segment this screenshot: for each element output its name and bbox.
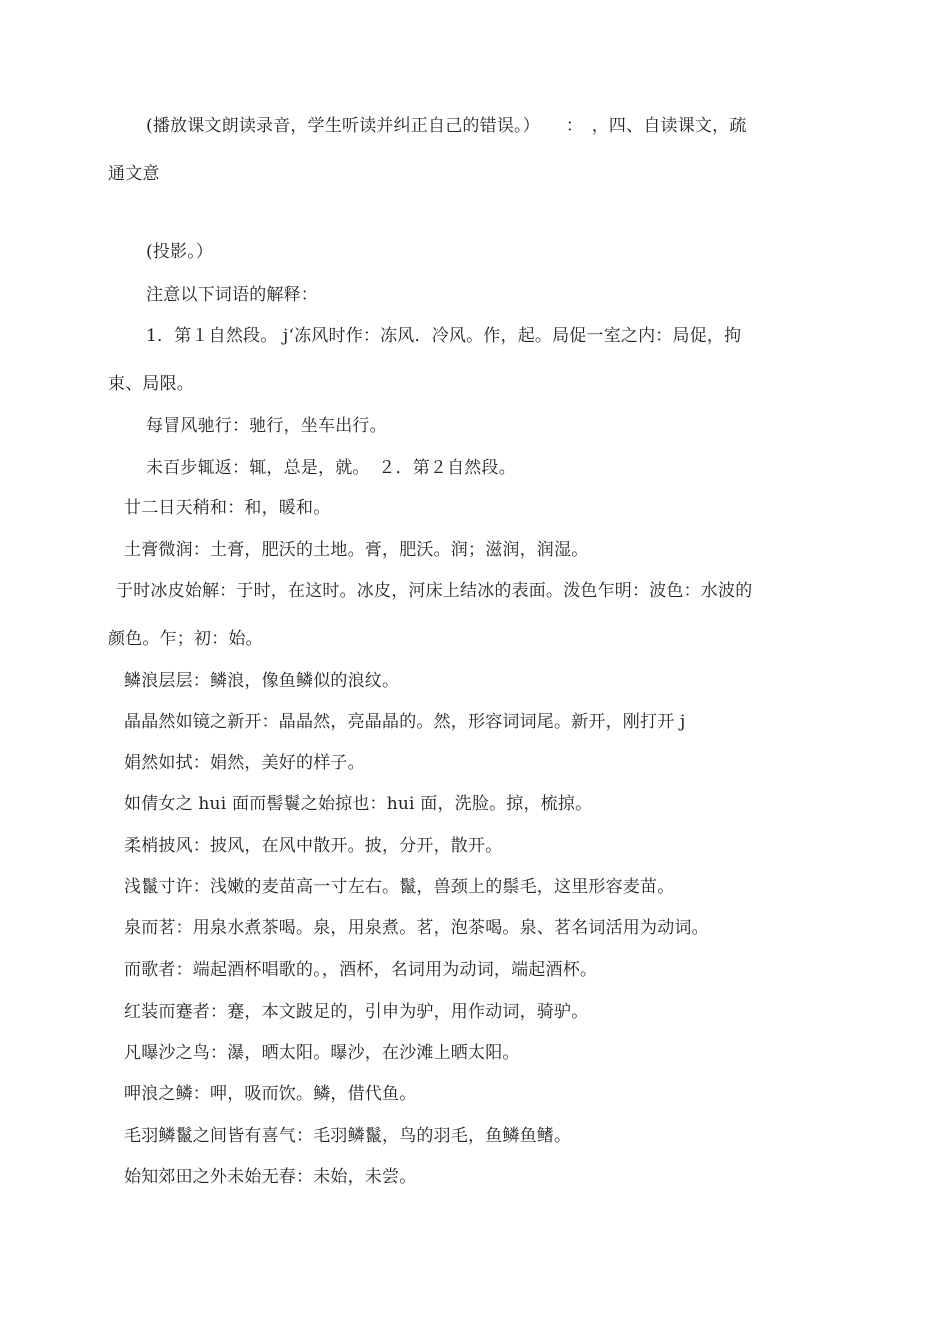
paragraph-line: 柔梢披风：披风，在风中散开。披，分开，散开。 [124,836,503,856]
paragraph-line: 鳞浪层层：鳞浪，像鱼鳞似的浪纹。 [124,671,400,691]
paragraph-line: 浅鬣寸许：浅嫩的麦苗高一寸左右。鬣，兽颈上的鬃毛，这里形容麦苗。 [124,877,675,897]
paragraph-line: 束、局限。 [108,374,194,394]
paragraph-line: 娟然如拭：娟然，美好的样子。 [124,753,365,773]
paragraph-line: 于时冰皮始解：于时，在这时。冰皮，河床上结冰的表面。泼色乍明：波色：水波的 [116,581,753,601]
paragraph-line: (投影。） [146,242,214,262]
paragraph-line: 泉而茗：用泉水煮茶喝。泉，用泉煮。茗，泡茶喝。泉、茗名词活用为动词。 [124,918,709,938]
paragraph-line: 通文意 [108,164,160,184]
paragraph-line: 如倩女之 hui 面而髻鬟之始掠也：hui 面，洗脸。掠，梳掠。 [124,794,593,814]
paragraph-line: 颜色。乍；初：始。 [108,629,263,649]
paragraph-line: 未百步辄返：辄，总是，就。 ２．第２自然段。 [146,458,516,478]
paragraph-line: 凡曝沙之鸟：瀑，晒太阳。曝沙，在沙滩上晒太阳。 [124,1043,520,1063]
paragraph-line: (播放课文朗读录音，学生听读并纠正自己的错误。） ： ，四、自读课文，疏 [146,116,747,136]
paragraph-line: 1．第１自然段。 j‘冻风时作：冻风．冷风。作，起。局促一室之内：局促，拘 [146,326,742,346]
paragraph-line: 晶晶然如镜之新开：晶晶然，亮晶晶的。然，形容词词尾。新开，刚打开 j [124,712,686,732]
paragraph-line: 每冒风驰行：驰行，坐车出行。 [146,416,387,436]
paragraph-line: 而歌者：端起酒杯唱歌的。，酒杯，名词用为动词，端起酒杯。 [124,960,598,980]
paragraph-line: 土膏微润：土膏，肥沃的土地。膏，肥沃。润；滋润，润湿。 [124,540,589,560]
paragraph-line: 廿二日天稍和：和，暖和。 [124,498,331,518]
paragraph-line: 毛羽鳞鬣之间皆有喜气：毛羽鳞鬣，鸟的羽毛，鱼鳞鱼鳍。 [124,1126,572,1146]
paragraph-line: 呷浪之鳞：呷，吸而饮。鳞，借代鱼。 [124,1084,417,1104]
paragraph-line: 注意以下词语的解释： [146,285,318,305]
paragraph-line: 始知郊田之外未始无春：未始，未尝。 [124,1167,417,1187]
paragraph-line: 红装而蹇者：蹇，本文跛足的，引申为驴，用作动词，骑驴。 [124,1002,589,1022]
